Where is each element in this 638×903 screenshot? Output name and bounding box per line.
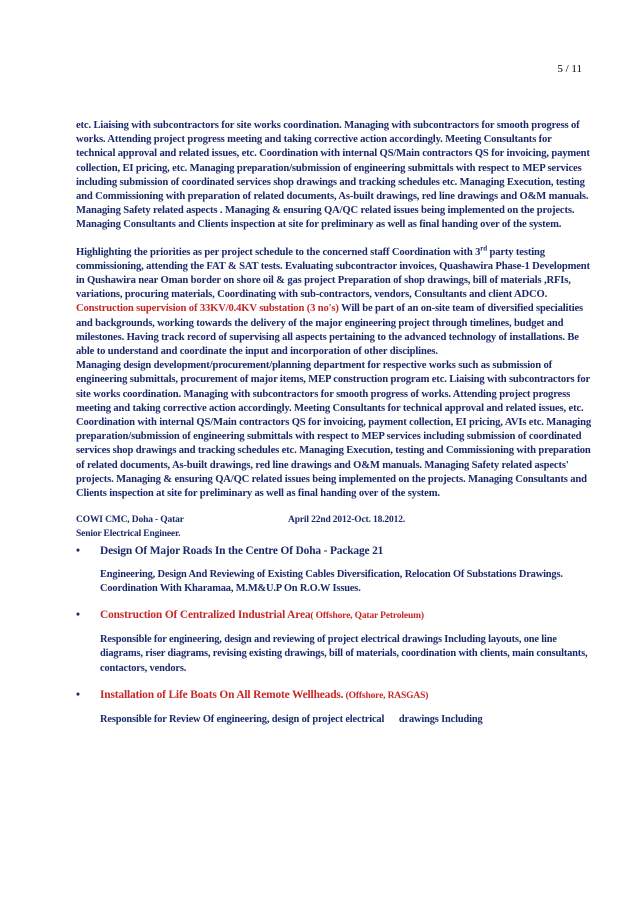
- project-title-suffix: ( Offshore, Qatar Petroleum): [310, 610, 424, 621]
- job-company: COWI CMC, Doha - Qatar: [76, 515, 184, 526]
- bullet-icon: •: [76, 608, 80, 621]
- project-title-text: Design Of Major Roads In the Centre Of Doha - Package 21: [100, 544, 384, 557]
- project-title: [100, 688, 592, 704]
- project-title-text: Construction Of Centralized Industrial Area: [100, 608, 311, 621]
- bullet-icon: •: [76, 688, 80, 701]
- project-item: [76, 544, 592, 559]
- job-dates: April 22nd 2012-Oct. 18.2012.: [288, 515, 406, 526]
- project-detail: Responsible for engineering, design and reviewing of project electrical drawings Including layouts, one line diagrams, riser diagrams, revising existing drawings, bill of materials, coordination with clients, main consultants, contactors, vendors.: [100, 633, 588, 675]
- project-title: [100, 608, 592, 624]
- para2-part3: Will be part of an on-site team of diversified specialities and backgrounds, working towards the delivery of the major engineering project through timelines, budget and milestones. Having track record of supervising all aspects pertaining to the advanced technology of installations. Be able to understand and coordinate the input and incorporation of other disciplines.: [76, 303, 584, 358]
- para2-part4: Managing design development/procurement/planning department for respective works such as submission of engineering submittals, procurement of major items, MEP construction program etc. Liaising with subcontractors for site works coordination. Managing with subcontractors for smooth progress of works. Attending project progress meeting and taking corrective action accordingly. Meeting Consultants for technical approval and related issues, etc. Coordination with internal QS/Main contractors QS for invoicing, payment collection, EI pricing, AVIs etc. Managing preparation/submission of engineering submittals with respect to MEP services including submission of coordinated services shop drawings and tracking schedules etc. Managing Execution, testing and Commissioning with preparation of related documents, As-built drawings, red line drawings and O&M manuals. Managing Safety related aspects' projects. Managing & ensuring QA/QC related issues being implemented on the projects. Managing Consultants and Clients inspection at site for preliminary as well as final handing over of the system.: [76, 360, 591, 500]
- job-header: [76, 513, 592, 527]
- para2-highlight: Construction supervision of 33KV/0.4KV substation (3 no's): [76, 303, 339, 315]
- project-title-suffix: (Offshore, RASGAS): [343, 690, 429, 701]
- project-title-text: Installation of Life Boats On All Remote Wellheads.: [100, 688, 344, 701]
- para2-part1: Highlighting the priorities as per project schedule to the concerned staff Coordination with 3: [76, 246, 481, 258]
- page-number: 5 / 11: [557, 63, 582, 75]
- document-body: [76, 119, 592, 738]
- project-item: [76, 608, 592, 624]
- paragraph-duties-1: etc. Liaising with subcontractors for site works coordination. Managing with subcontractors for smooth progress of works. Attending project progress meeting and taking corrective action accordingly. Meeting Consultants for technical approval and related issues, etc. Coordination with internal QS/Main contractors QS for invoicing, payment collection, EI pricing, etc. Managing preparation/submission of engineering submittals with respect to MEP services including submission of coordinated services shop drawings and tracking schedules etc. Managing Execution, testing and Commissioning with preparation of related documents, As-built drawings, red line drawings and O&M manuals. Managing Safety related aspects . Managing & ensuring QA/QC related issues being implemented on the projects. Managing Consultants and Clients inspection at site for preliminary as well as final handing over of the system.: [76, 120, 590, 231]
- bullet-icon: •: [76, 544, 80, 557]
- project-detail: Responsible for Review Of engineering, design of project electrical drawings Including: [100, 713, 483, 725]
- para2-superscript: rd: [480, 244, 487, 253]
- para2-part2: party testing commissioning, attending the FAT & SAT tests. Evaluating subcontractor invoices, Quashawira Phase-1 Development in Qushawira near Oman border on shore oil & gas project Preparation of shop drawings, bill of materials ,RFIs, variations, procuring materials, Coordinating with sub-contractors, vendors, Consultants and client ADCO.: [76, 246, 590, 301]
- job-role: Senior Electrical Engineer.: [76, 529, 181, 540]
- paragraph-duties-2: [76, 246, 592, 502]
- project-detail: Engineering, Design And Reviewing of Existing Cables Diversification, Relocation Of Substations Drawings. Coordination With Kharamaa, M.M&U.P On R.O.W Issues.: [100, 568, 563, 595]
- project-title: [100, 544, 592, 559]
- project-item: [76, 688, 592, 704]
